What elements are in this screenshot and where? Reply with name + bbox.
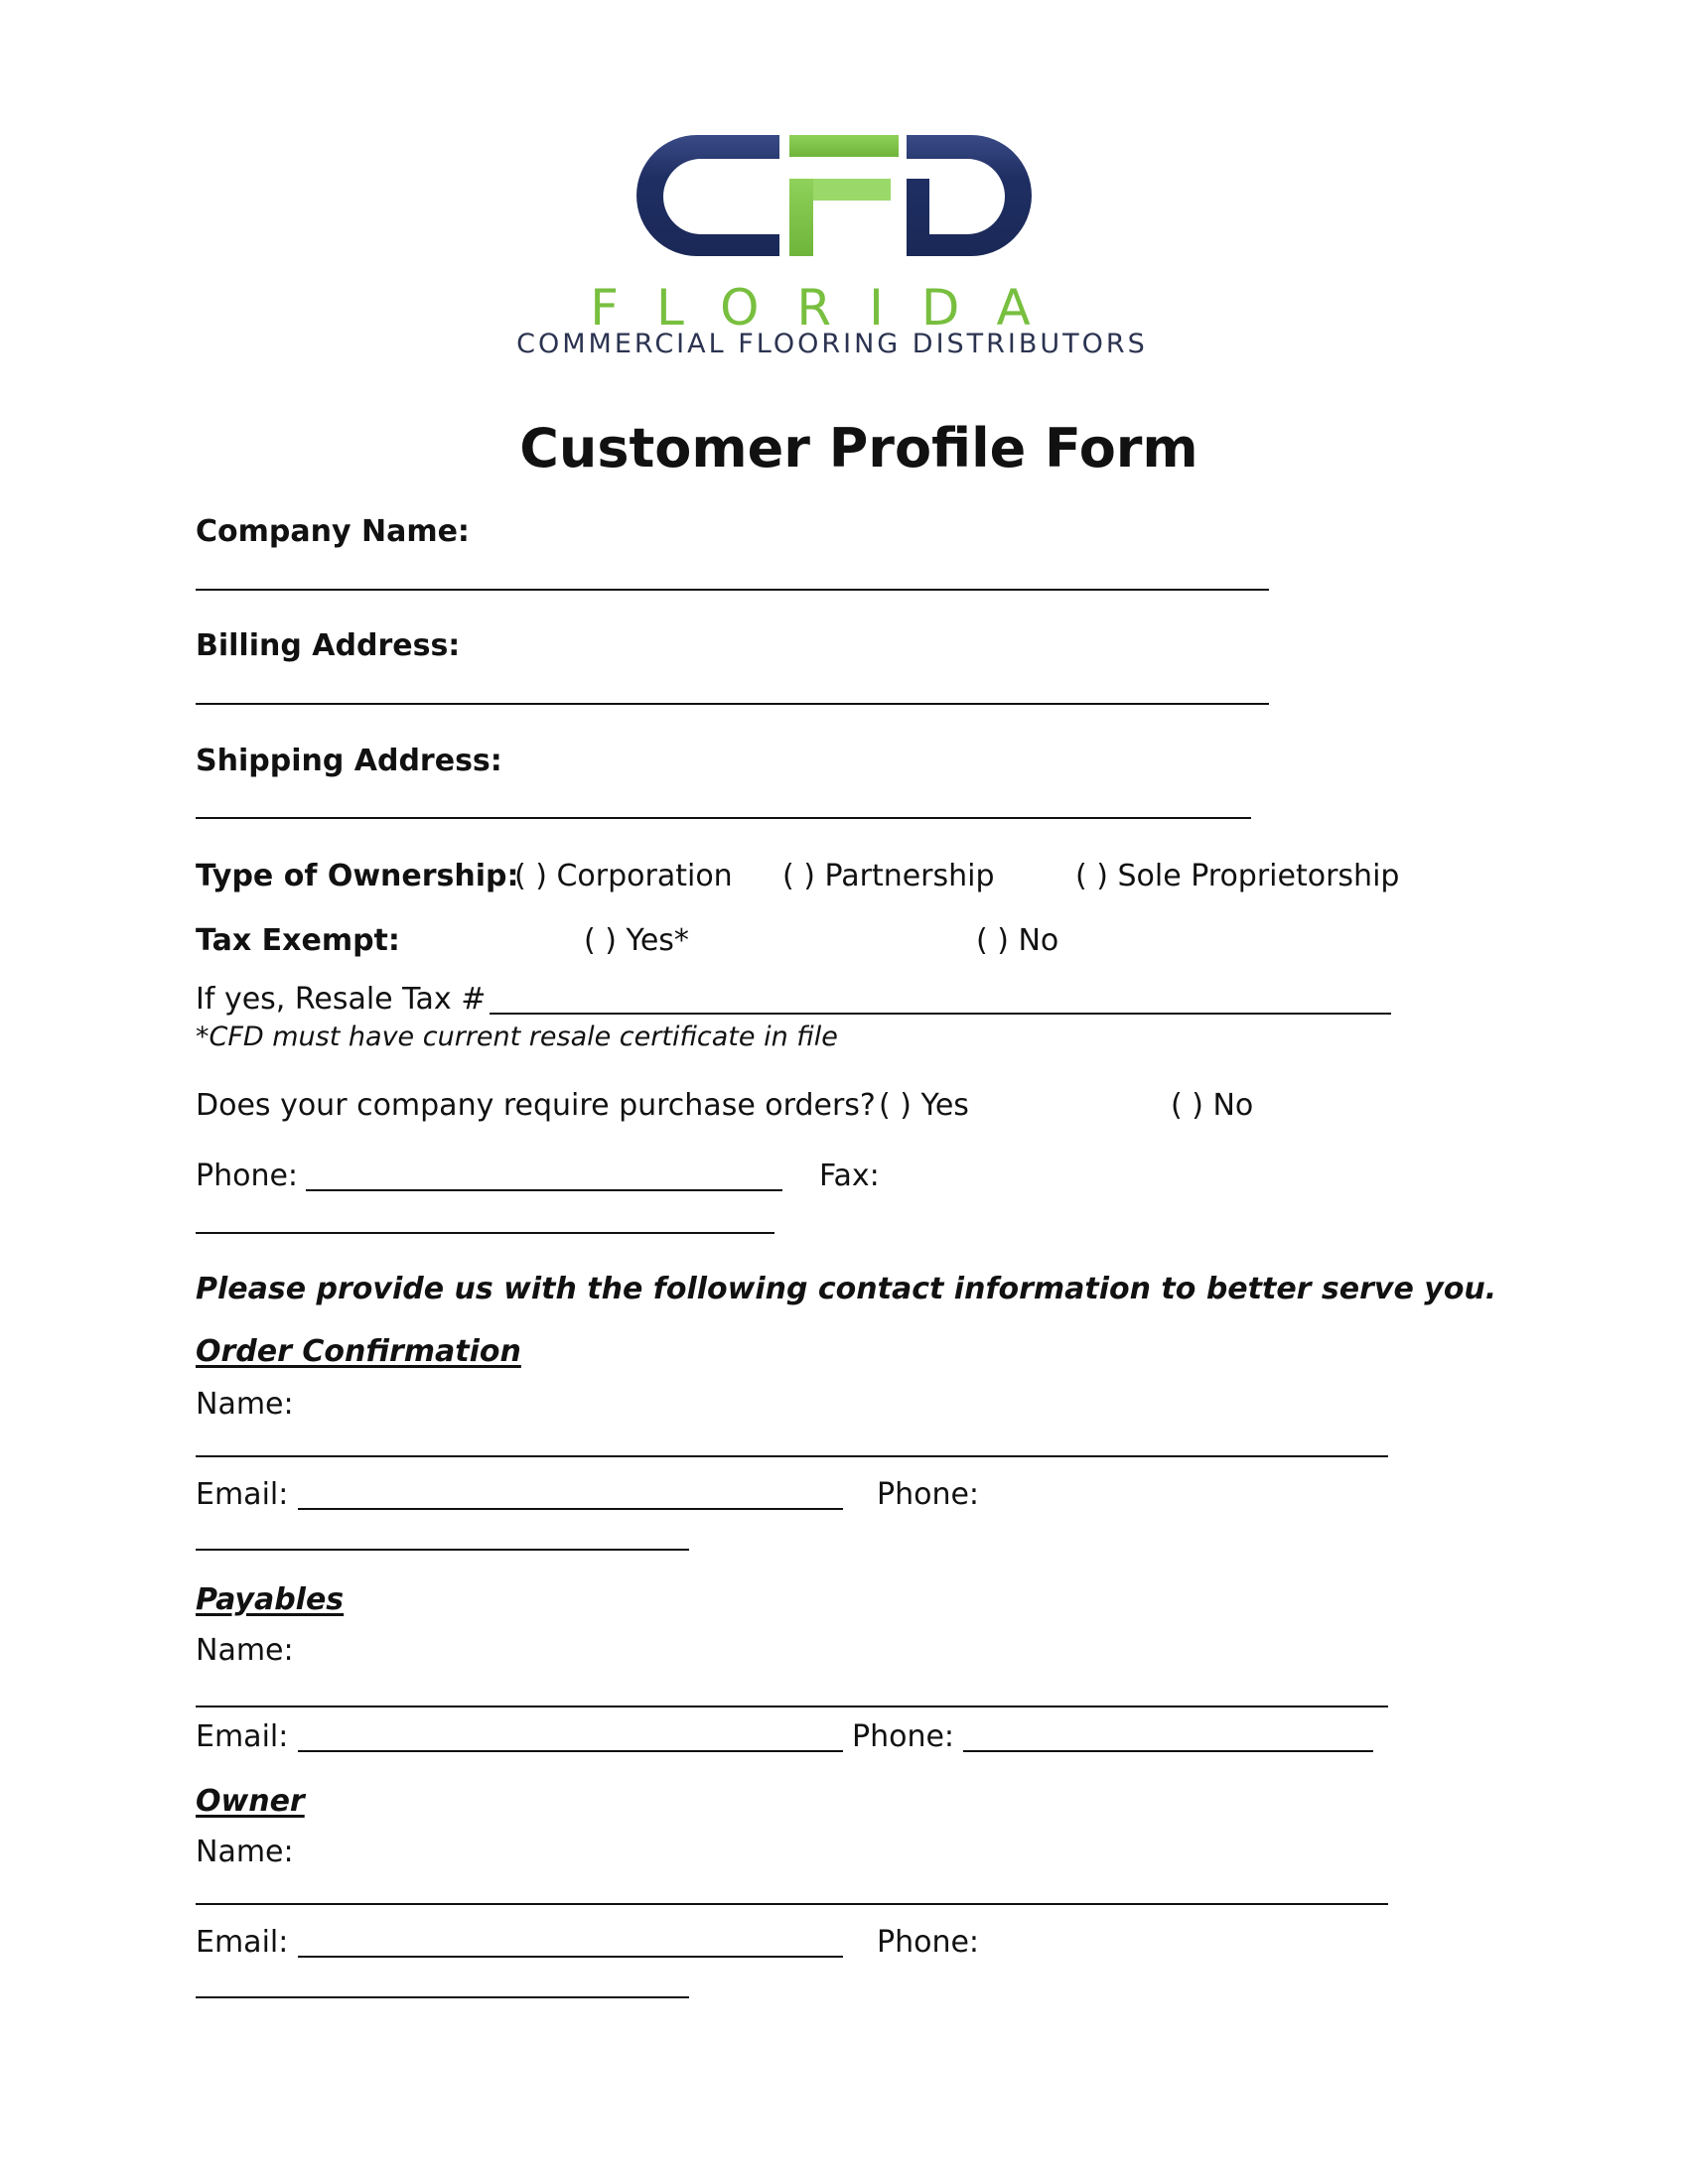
section-heading-order-confirmation: Order Confirmation [196, 1334, 521, 1369]
purchase-orders-option-no[interactable]: ( ) No [1171, 1088, 1254, 1123]
ownership-option-partnership[interactable]: ( ) Partnership [782, 859, 995, 893]
purchase-orders-question: Does your company require purchase orders? [196, 1088, 876, 1123]
company-fax-field[interactable] [196, 1232, 774, 1234]
logo-tagline: COMMERCIAL FLOORING DISTRIBUTORS [516, 329, 1148, 359]
payables-phone-field[interactable] [963, 1750, 1373, 1752]
ownership-option-corporation[interactable]: ( ) Corporation [514, 859, 733, 893]
tax-exempt-label: Tax Exempt: [196, 923, 400, 958]
company-name-field[interactable] [196, 589, 1269, 591]
contact-info-intro: Please provide us with the following contact information to better serve you. [196, 1272, 1497, 1306]
tax-exempt-option-yes[interactable]: ( ) Yes* [584, 923, 689, 958]
page-title: Customer Profile Form [519, 417, 1198, 479]
section-heading-payables: Payables [196, 1582, 345, 1617]
owner-email-label: Email: [196, 1925, 289, 1960]
company-phone-label: Phone: [196, 1159, 299, 1193]
payables-email-label: Email: [196, 1719, 289, 1754]
ownership-option-sole-proprietorship[interactable]: ( ) Sole Proprietorship [1075, 859, 1400, 893]
order-confirmation-email-field[interactable] [298, 1508, 843, 1510]
ownership-label: Type of Ownership: [196, 859, 519, 893]
owner-email-field[interactable] [298, 1956, 843, 1958]
tax-exempt-option-no[interactable]: ( ) No [976, 923, 1059, 958]
owner-name-label: Name: [196, 1835, 294, 1869]
company-name-label: Company Name: [196, 514, 470, 549]
resale-tax-field[interactable] [490, 1013, 1391, 1015]
company-fax-label: Fax: [819, 1159, 880, 1193]
payables-name-label: Name: [196, 1633, 294, 1668]
billing-address-label: Billing Address: [196, 628, 461, 663]
resale-certificate-note: *CFD must have current resale certificate in file [196, 1022, 838, 1052]
order-confirmation-name-field[interactable] [196, 1455, 1388, 1457]
payables-name-field[interactable] [196, 1706, 1388, 1707]
purchase-orders-option-yes[interactable]: ( ) Yes [879, 1088, 969, 1123]
payables-phone-label: Phone: [852, 1719, 955, 1754]
owner-phone-label: Phone: [877, 1925, 980, 1960]
company-phone-field[interactable] [306, 1189, 782, 1191]
payables-email-field[interactable] [298, 1750, 843, 1752]
section-heading-owner: Owner [196, 1784, 305, 1819]
cfd-monogram-icon [635, 129, 1033, 263]
resale-tax-label: If yes, Resale Tax # [196, 982, 487, 1017]
owner-phone-field[interactable] [196, 1996, 689, 1998]
order-confirmation-name-label: Name: [196, 1387, 294, 1422]
shipping-address-field[interactable] [196, 817, 1251, 819]
order-confirmation-phone-label: Phone: [877, 1477, 980, 1512]
order-confirmation-phone-field[interactable] [196, 1549, 689, 1551]
billing-address-field[interactable] [196, 703, 1269, 705]
owner-name-field[interactable] [196, 1903, 1388, 1905]
logo-state-text: FLORIDA [590, 279, 1068, 337]
order-confirmation-email-label: Email: [196, 1477, 289, 1512]
shipping-address-label: Shipping Address: [196, 744, 502, 778]
